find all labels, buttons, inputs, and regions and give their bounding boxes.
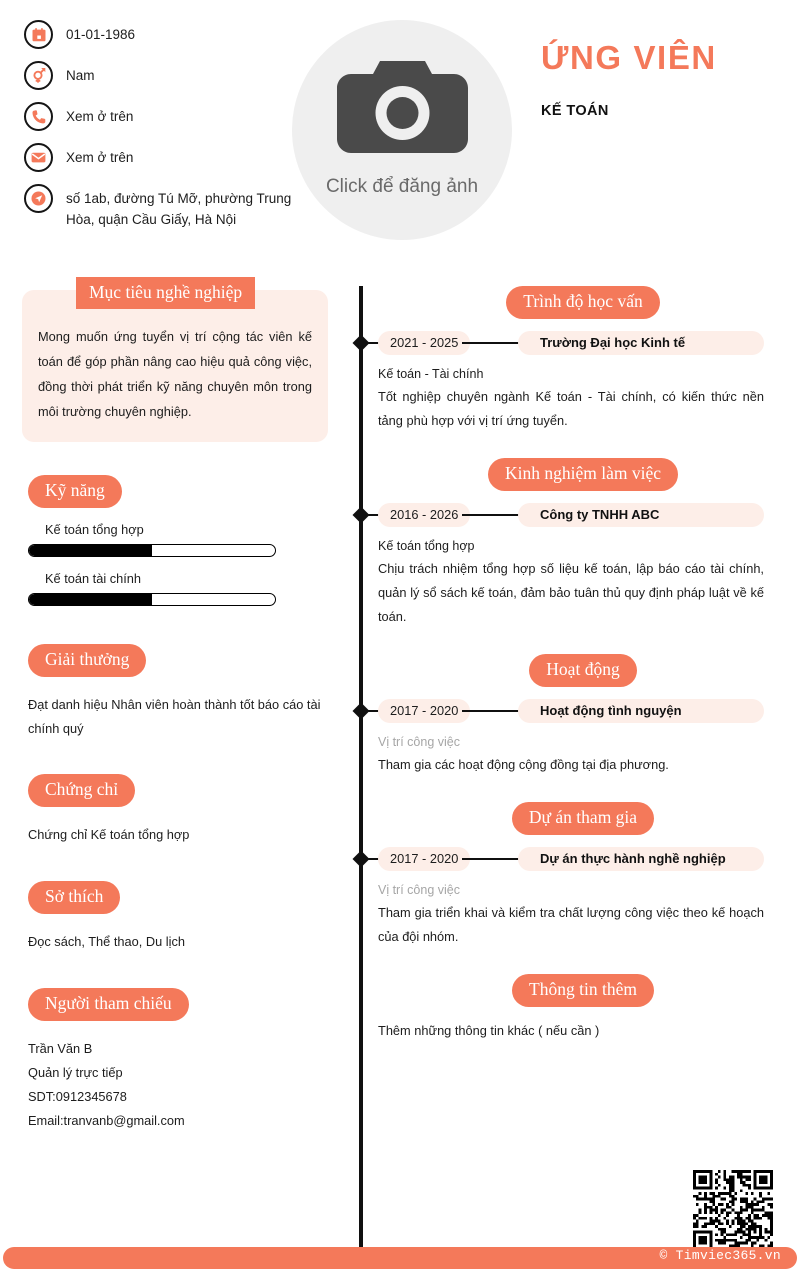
objective-text: Mong muốn ứng tuyển vị trí cộng tác viên kế toán để góp phần nâng cao hiệu quả công việc, đồng thời phát triển kỹ năng chuyên môn trong môi trường chuyên nghiệp. — [38, 329, 312, 419]
section-activities — [350, 629, 800, 777]
experience-entry-row[interactable] — [350, 503, 800, 527]
section-certificates — [28, 774, 350, 847]
contact-row-gender[interactable] — [24, 61, 324, 90]
contact-row-birthdate[interactable] — [24, 20, 324, 49]
skill-track[interactable] — [28, 593, 276, 606]
contact-value-gender: Nam — [66, 68, 95, 83]
education-description: Tốt nghiệp chuyên ngành Kế toán - Tài chính, có kiến thức nền tảng phù hợp với vị trí ứng tuyển. — [378, 389, 764, 428]
activities-title-wrap — [350, 654, 800, 687]
qr-code[interactable] — [693, 1170, 773, 1250]
section-reference — [28, 988, 350, 1133]
experience-description: Chịu trách nhiệm tổng hợp số liệu kế toán, lập báo cáo tài chính, quản lý sổ sách kế toán, đảm bảo tuân thủ quy định pháp luật về kế toán. — [378, 561, 764, 624]
additional-title: Thông tin thêm — [512, 974, 654, 1007]
awards-text: Đạt danh hiệu Nhân viên hoàn thành tốt báo cáo tài chính quý — [28, 697, 321, 736]
education-subtitle: Kế toán - Tài chính — [378, 367, 484, 381]
right-column — [350, 268, 800, 1043]
skills-title: Kỹ năng — [28, 475, 122, 508]
section-hobbies — [28, 881, 350, 954]
projects-title: Dự án tham gia — [512, 802, 654, 835]
calendar-icon — [24, 20, 53, 49]
skill-fill — [29, 545, 152, 556]
additional-description: Thêm những thông tin khác ( nếu cần ) — [378, 1023, 600, 1038]
skill-item[interactable] — [28, 571, 276, 606]
experience-date: 2016 - 2026 — [378, 503, 470, 527]
section-objective — [22, 282, 328, 442]
additional-title-wrap — [350, 974, 800, 1007]
email-icon — [24, 143, 53, 172]
timeline-connector — [462, 858, 520, 860]
activities-entry-row[interactable] — [350, 699, 800, 723]
objective-title: Mục tiêu nghề nghiệp — [76, 277, 255, 309]
projects-description: Tham gia triển khai và kiểm tra chất lượng công việc theo kế hoạch của đội nhóm. — [378, 905, 764, 944]
candidate-name: ỨNG VIÊN — [541, 39, 717, 76]
section-projects — [350, 777, 800, 949]
reference-position: Quản lý trực tiếp — [28, 1065, 123, 1080]
contact-value-phone: Xem ở trên — [66, 109, 134, 124]
section-experience — [350, 433, 800, 629]
skill-fill — [29, 594, 152, 605]
contact-info-list — [24, 20, 324, 242]
education-entry-title: Trường Đại học Kinh tế — [518, 331, 764, 355]
education-entry-row[interactable] — [350, 331, 800, 355]
phone-icon — [24, 102, 53, 131]
activities-subtitle: Vị trí công việc — [378, 735, 460, 749]
timeline-connector — [462, 514, 520, 516]
candidate-identity — [541, 40, 717, 119]
gender-icon — [24, 61, 53, 90]
skill-item[interactable] — [28, 522, 276, 557]
photo-upload-caption: Click để đăng ảnh — [325, 176, 479, 197]
cv-header — [0, 0, 800, 268]
certificates-title: Chứng chỉ — [28, 774, 135, 807]
section-awards — [28, 644, 350, 741]
education-date: 2021 - 2025 — [378, 331, 470, 355]
photo-upload-placeholder[interactable] — [292, 20, 512, 240]
candidate-role: KẾ TOÁN — [541, 103, 609, 120]
skill-track[interactable] — [28, 544, 276, 557]
projects-date: 2017 - 2020 — [378, 847, 470, 871]
left-column — [0, 268, 350, 1133]
certificates-text: Chứng chỉ Kế toán tổng hợp — [28, 827, 190, 842]
reference-name: Trần Văn B — [28, 1041, 93, 1056]
activities-description: Tham gia các hoạt động cộng đồng tại địa phương. — [378, 757, 669, 772]
timeline-connector — [462, 342, 520, 344]
experience-subtitle: Kế toán tổng hợp — [378, 539, 475, 553]
reference-title: Người tham chiếu — [28, 988, 189, 1021]
reference-phone: SDT:0912345678 — [28, 1089, 127, 1104]
location-icon — [24, 184, 53, 213]
contact-row-phone[interactable] — [24, 102, 324, 131]
section-additional — [350, 949, 800, 1043]
contact-value-email: Xem ở trên — [66, 150, 134, 165]
projects-entry-row[interactable] — [350, 847, 800, 871]
hobbies-title: Sở thích — [28, 881, 120, 914]
activities-title: Hoạt động — [529, 654, 636, 687]
reference-details — [28, 1037, 321, 1133]
timeline-connector — [462, 710, 520, 712]
projects-entry-title: Dự án thực hành nghề nghiệp — [518, 847, 764, 871]
footer-bar — [3, 1247, 797, 1269]
projects-title-wrap — [350, 802, 800, 835]
skill-label: Kế toán tài chính — [45, 571, 142, 586]
experience-entry-title: Công ty TNHH ABC — [518, 503, 764, 527]
activities-entry-title: Hoạt động tình nguyện — [518, 699, 764, 723]
awards-title: Giải thưởng — [28, 644, 146, 677]
camera-icon — [337, 56, 468, 162]
contact-value-birthdate: 01-01-1986 — [66, 27, 136, 42]
section-skills — [28, 475, 350, 606]
contact-value-address: số 1ab, đường Tú Mỡ, phường Trung Hòa, quận Cầu Giấy, Hà Nội — [66, 191, 292, 227]
objective-box[interactable] — [22, 290, 328, 442]
contact-row-email[interactable] — [24, 143, 324, 172]
education-title: Trình độ học vấn — [506, 286, 659, 319]
activities-date: 2017 - 2020 — [378, 699, 470, 723]
skill-label: Kế toán tổng hợp — [45, 522, 144, 537]
reference-email: Email:tranvanb@gmail.com — [28, 1113, 185, 1128]
footer-copyright: © Timviec365.vn — [659, 1248, 781, 1263]
contact-row-address[interactable] — [24, 184, 324, 230]
section-education — [350, 268, 800, 433]
projects-subtitle: Vị trí công việc — [378, 883, 460, 897]
experience-title-wrap — [350, 458, 800, 491]
experience-title: Kinh nghiệm làm việc — [488, 458, 678, 491]
education-title-wrap — [350, 286, 800, 319]
hobbies-text: Đọc sách, Thể thao, Du lịch — [28, 934, 185, 949]
